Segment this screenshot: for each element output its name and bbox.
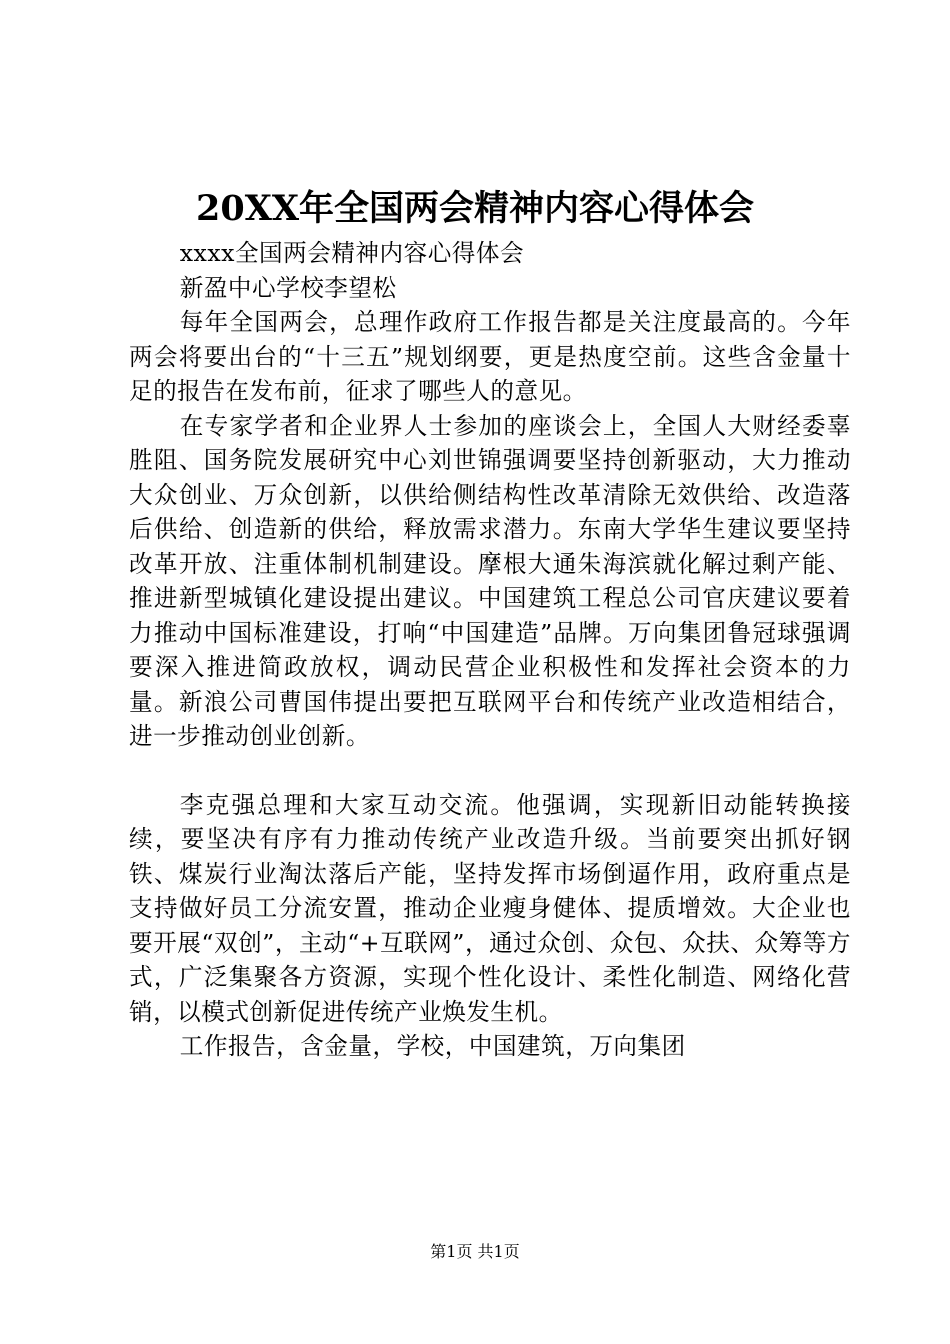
document-body xyxy=(129,236,851,1064)
author-line: 新盈中心学校李望松 xyxy=(179,273,397,302)
body-paragraph-3: 李克强总理和大家互动交流。他强调，实现新旧动能转换接续，要坚决有序有力推动传统产业改造升级。当前要突出抓好钢铁、煤炭行业淘汰落后产能，坚持发挥市场倒逼作用，政府重点是支持做好员工分流安置，推动企业瘦身健体、提质增效。大企业也要开展“双创”，主动“+互联网”，通过众创、众包、众扶、众筹等方式，广泛集聚各方资源，实现个性化设计、柔性化制造、网络化营销，以模式创新促进传统产业焕发生机。 xyxy=(129,790,851,1026)
body-paragraph-1: 每年全国两会，总理作政府工作报告都是关注度最高的。今年两会将要出台的“十三五”规划纲要，更是热度空前。这些含金量十足的报告在发布前，征求了哪些人的意见。 xyxy=(129,308,851,405)
keywords-line: 工作报告，含金量，学校，中国建筑，万向集团 xyxy=(179,1032,686,1060)
page-footer: 第1页 共1页 xyxy=(430,1242,520,1261)
subtitle-line: xxxx全国两会精神内容心得体会 xyxy=(179,239,525,267)
document-title: 20XX年全国两会精神内容心得体会 xyxy=(195,188,755,229)
body-paragraph-2: 在专家学者和企业界人士参加的座谈会上，全国人大财经委辜胜阻、国务院发展研究中心刘世锦强调要坚持创新驱动，大力推动大众创业、万众创新，以供给侧结构性改革清除无效供给、改造落后供给、创造新的供给，释放需求潜力。东南大学华生建议要坚持改革开放、注重体制机制建设。摩根大通朱海滨就化解过剩产能、推进新型城镇化建设提出建议。中国建筑工程总公司官庆建议要着力推动中国标准建设，打响“中国建造”品牌。万向集团鲁冠球强调要深入推进简政放权，调动民营企业积极性和发挥社会资本的力量。新浪公司曹国伟提出要把互联网平台和传统产业改造相结合，进一步推动创业创新。 xyxy=(129,411,851,750)
